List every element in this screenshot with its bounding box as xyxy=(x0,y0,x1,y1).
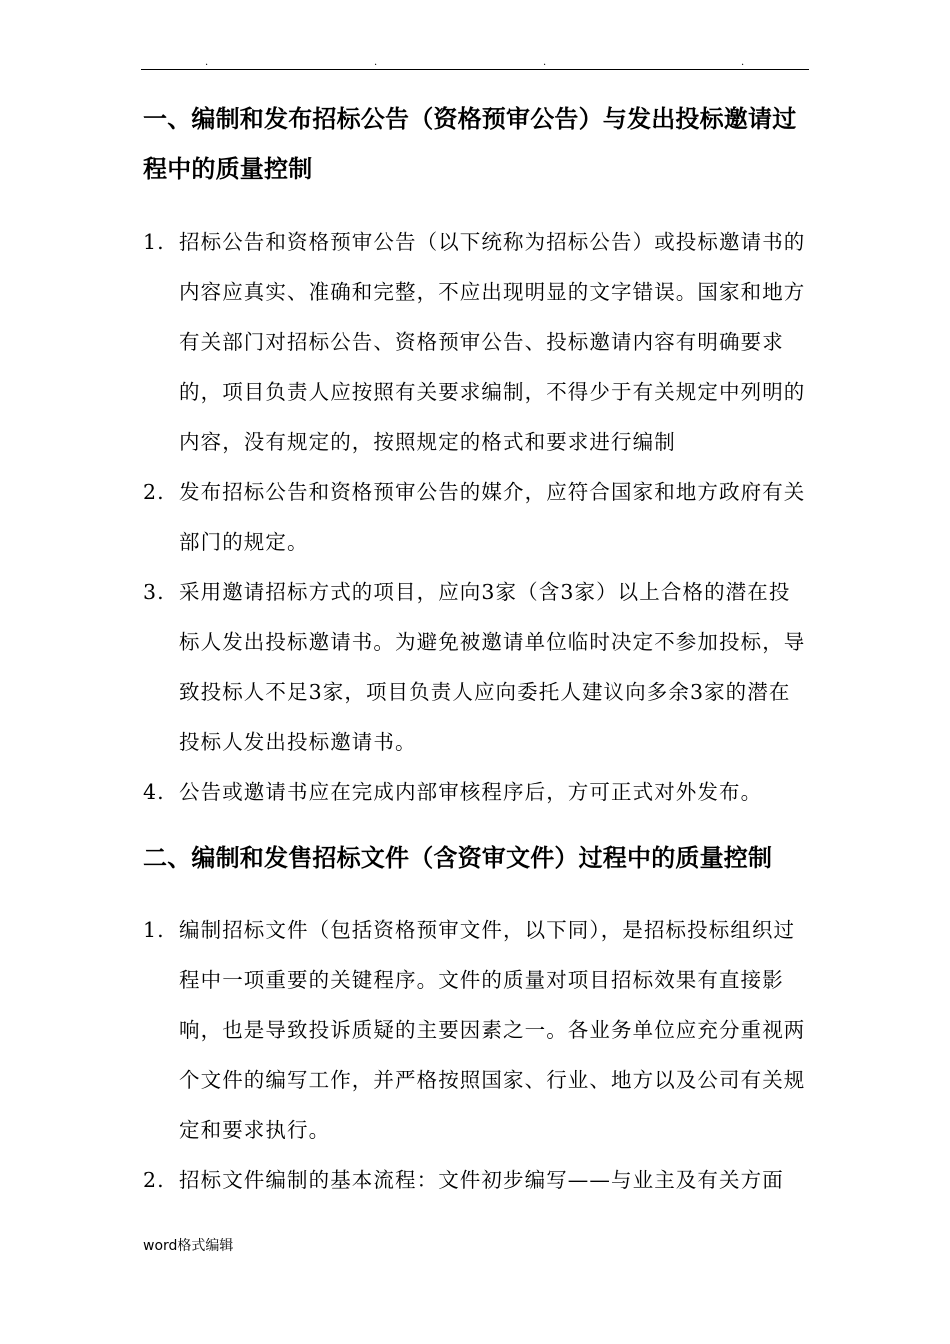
list-item xyxy=(143,467,811,567)
list-item xyxy=(143,905,811,1155)
item-text: 招标公告和资格预审公告（以下统称为招标公告）或投标邀请书的内容应真实、准确和完整，不应出现明显的文字错误。国家和地方有关部门对招标公告、资格预审公告、投标邀请内容有明确要求的，项目负责人应按照有关要求编制，不得少于有关规定中列明的内容，没有规定的，按照规定的格式和要求进行编制 xyxy=(179,230,806,454)
item-number: 1. xyxy=(143,230,165,254)
item-text: 公告或邀请书应在完成内部审核程序后，方可正式对外发布。 xyxy=(179,780,763,804)
list-item xyxy=(143,1155,811,1205)
section-heading-1: 一、编制和发布招标公告（资格预审公告）与发出投标邀请过程中的质量控制 xyxy=(143,105,797,183)
header-dot: . xyxy=(374,57,378,68)
section-1-list xyxy=(143,217,811,817)
list-item xyxy=(143,567,811,767)
item-number: 1. xyxy=(143,918,165,942)
footer-text: word格式编辑 xyxy=(143,1238,234,1254)
item-number: 3. xyxy=(143,580,165,604)
header-rule xyxy=(141,69,809,70)
list-item xyxy=(143,217,811,467)
item-number: 2. xyxy=(143,480,165,504)
item-text: 编制招标文件（包括资格预审文件，以下同），是招标投标组织过程中一项重要的关键程序。文件的质量对项目招标效果有直接影响，也是导致投诉质疑的主要因素之一。各业务单位应充分重视两个文件的编写工作，并严格按照国家、行业、地方以及公司有关规定和要求执行。 xyxy=(179,918,806,1142)
section-heading-2: 二、编制和发售招标文件（含资审文件）过程中的质量控制 xyxy=(143,844,773,872)
header-dot: . xyxy=(205,57,209,68)
header-dot: . xyxy=(543,57,547,68)
item-text: 采用邀请招标方式的项目，应向3家（含3家）以上合格的潜在投标人发出投标邀请书。为避免被邀请单位临时决定不参加投标，导致投标人不足3家，项目负责人应向委托人建议向多余3家的潜在投标人发出投标邀请书。 xyxy=(179,580,806,754)
section-2-list xyxy=(143,905,811,1205)
item-number: 4. xyxy=(143,780,165,804)
item-number: 2. xyxy=(143,1168,165,1192)
item-text: 招标文件编制的基本流程：文件初步编写——与业主及有关方面 xyxy=(179,1168,784,1192)
list-item xyxy=(143,767,811,817)
header-dot: . xyxy=(741,57,745,68)
item-text: 发布招标公告和资格预审公告的媒介，应符合国家和地方政府有关部门的规定。 xyxy=(179,480,806,554)
